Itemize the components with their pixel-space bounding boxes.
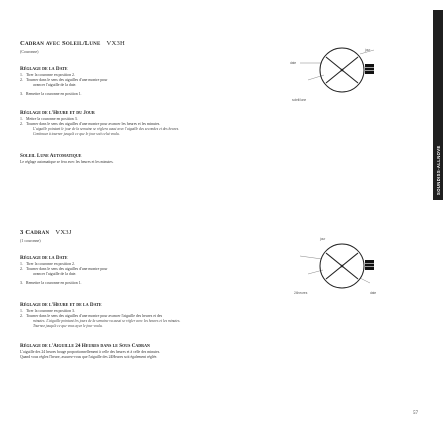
section1-date-step: 1. Tirer la couronne en position 2. (20, 73, 75, 77)
section2-time-step: 2. Tourner dans le sens des aiguilles d'une montre pour avancer l'aiguille des heures et des (20, 314, 163, 318)
dial2-label-24h: 24heures (294, 291, 308, 295)
section2-note: (1 couronne) (20, 238, 41, 243)
section1-title-text: Cadran avec Soleil/Lune (20, 40, 101, 47)
section2-24h-text: L'aiguille des 24 heures bouge proportionnellement à celle des heures et à celle des minutes. (20, 350, 161, 354)
section2-24h-heading: Réglage de l'Aiguille 24 Heures dans le Sous Cadran (20, 343, 150, 349)
section2-date-heading: Réglage de la Date (20, 255, 68, 261)
section1-date-step-cont: avancer l'aiguille de la date. (33, 83, 77, 87)
section2-time-note: minutes. L'aiguille pointant les jours de la semaine va aussi se régler avec les heures et les minutes. (33, 319, 181, 323)
section1-moon-text: Le réglage automatique se fera avec les heures et les minutes. (20, 160, 114, 164)
dial2-label-date: date (370, 291, 377, 295)
section2-time-note: Tournez jusqu'à ce que vous ayez le jour voulu. (33, 324, 103, 328)
section2-date-step: 3. Remettre la couronne en position 1. (20, 281, 82, 285)
section2-date-step: 2. Tourner dans le sens des aiguilles d'une montre pour (20, 267, 108, 271)
section1-title (20, 40, 125, 47)
section1-note: (Couronne) (20, 49, 39, 54)
dial1-label-day: jour (365, 48, 371, 52)
section1-model: VX3H (106, 40, 125, 47)
dial1-label-date: date (290, 61, 297, 65)
section1-time-heading: Réglage de l'Heure et du Jour (20, 110, 95, 116)
section1-date-heading: Réglage de la Date (20, 66, 68, 72)
section2-title-text: 3 Cadran (20, 229, 50, 236)
section2-time-step: 1. Tirer la couronne en position 3. (20, 309, 75, 313)
section1-time-note: L'aiguille pointant le jour de la semaine se réglera aussi avec l'aiguille des secondes et des heures. (33, 127, 180, 131)
section1-time-note: Continuez à tourner jusqu'à ce que le jour soit celui voulu. (33, 132, 120, 136)
section1-date-step: 3. Remettre la couronne en position 1. (20, 92, 82, 96)
dial2-label-day: jour (320, 237, 326, 241)
section1-time-step: 2. Tourner dans le sens des aiguilles d'une montre pour avancer les heures et les minutes. (20, 122, 161, 126)
section1-moon-heading: Soleil Lune Automatique (20, 153, 82, 159)
section1-time-step: 1. Mettre la couronne en position 3. (20, 117, 78, 121)
watch-diagram-2 (300, 240, 400, 290)
section2-date-step: 1. Tirer la couronne en position 2. (20, 262, 75, 266)
page-number: 57 (413, 411, 418, 416)
dial1-label-moon: soleil/lune (292, 98, 307, 102)
section2-date-step-cont: avancer l'aiguille de la date. (33, 272, 77, 276)
section2-model: VX3J (55, 229, 72, 236)
section2-time-heading: Réglage de l'Heure et de la Date (20, 302, 102, 308)
side-tab-label: SOUNDISS-ALLNOVE (436, 145, 441, 195)
section2-title (20, 229, 72, 236)
section1-date-step: 2. Tourner dans le sens des aiguilles d'une montre pour (20, 78, 108, 82)
section2-24h-text: Quand vous réglez l'heure, assurez-vous que l'aiguille des 24Heures soit également réglée. (20, 355, 158, 359)
watch-diagram-1 (300, 44, 400, 94)
